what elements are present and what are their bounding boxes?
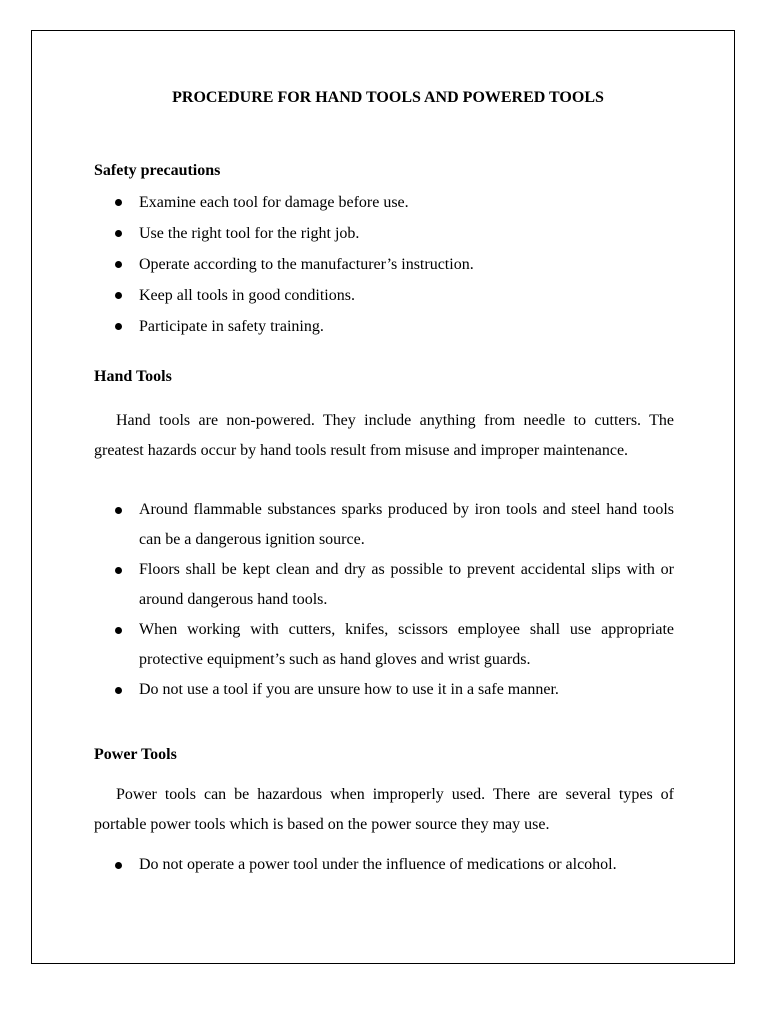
section-heading-power-tools: Power Tools [94, 746, 177, 763]
list-item [94, 615, 674, 675]
list-item-text: Use the right tool for the right job. [139, 225, 360, 242]
power-tools-list [94, 850, 674, 880]
list-item [94, 187, 674, 218]
bullet-icon [115, 862, 122, 869]
list-item-text: When working with cutters, knifes, scissors employee shall use appropriate protective equipment’s such as hand gloves and wrist guards. [139, 621, 674, 668]
list-item [94, 311, 674, 342]
document-body [94, 86, 674, 880]
bullet-icon [115, 292, 122, 299]
list-item [94, 249, 674, 280]
bullet-icon [115, 687, 122, 694]
bullet-icon [115, 230, 122, 237]
section-heading-hand-tools: Hand Tools [94, 368, 172, 385]
hand-tools-paragraph: Hand tools are non-powered. They include anything from needle to cutters. The greatest hazards occur by hand tools result from misuse and improper maintenance. [94, 412, 674, 459]
list-item-text: Examine each tool for damage before use. [139, 194, 409, 211]
section-heading-safety: Safety precautions [94, 162, 221, 179]
list-item-text: Around flammable substances sparks produced by iron tools and steel hand tools can be a dangerous ignition source. [139, 501, 674, 548]
list-item [94, 555, 674, 615]
bullet-icon [115, 627, 122, 634]
power-tools-paragraph: Power tools can be hazardous when improperly used. There are several types of portable power tools which is based on the power source they may use. [94, 786, 674, 833]
list-item [94, 218, 674, 249]
list-item-text: Floors shall be kept clean and dry as possible to prevent accidental slips with or around dangerous hand tools. [139, 561, 674, 608]
bullet-icon [115, 567, 122, 574]
list-item-text: Operate according to the manufacturer’s instruction. [139, 256, 474, 273]
bullet-icon [115, 323, 122, 330]
list-item [94, 495, 674, 555]
safety-list [94, 187, 674, 342]
hand-tools-list [94, 495, 674, 705]
document-title: PROCEDURE FOR HAND TOOLS AND POWERED TOOLS [172, 89, 604, 106]
list-item-text: Participate in safety training. [139, 318, 324, 335]
list-item [94, 675, 674, 705]
bullet-icon [115, 507, 122, 514]
list-item-text: Do not use a tool if you are unsure how to use it in a safe manner. [139, 681, 559, 698]
bullet-icon [115, 199, 122, 206]
list-item [94, 850, 674, 880]
bullet-icon [115, 261, 122, 268]
list-item-text: Keep all tools in good conditions. [139, 287, 355, 304]
list-item-text: Do not operate a power tool under the influence of medications or alcohol. [139, 856, 617, 873]
list-item [94, 280, 674, 311]
